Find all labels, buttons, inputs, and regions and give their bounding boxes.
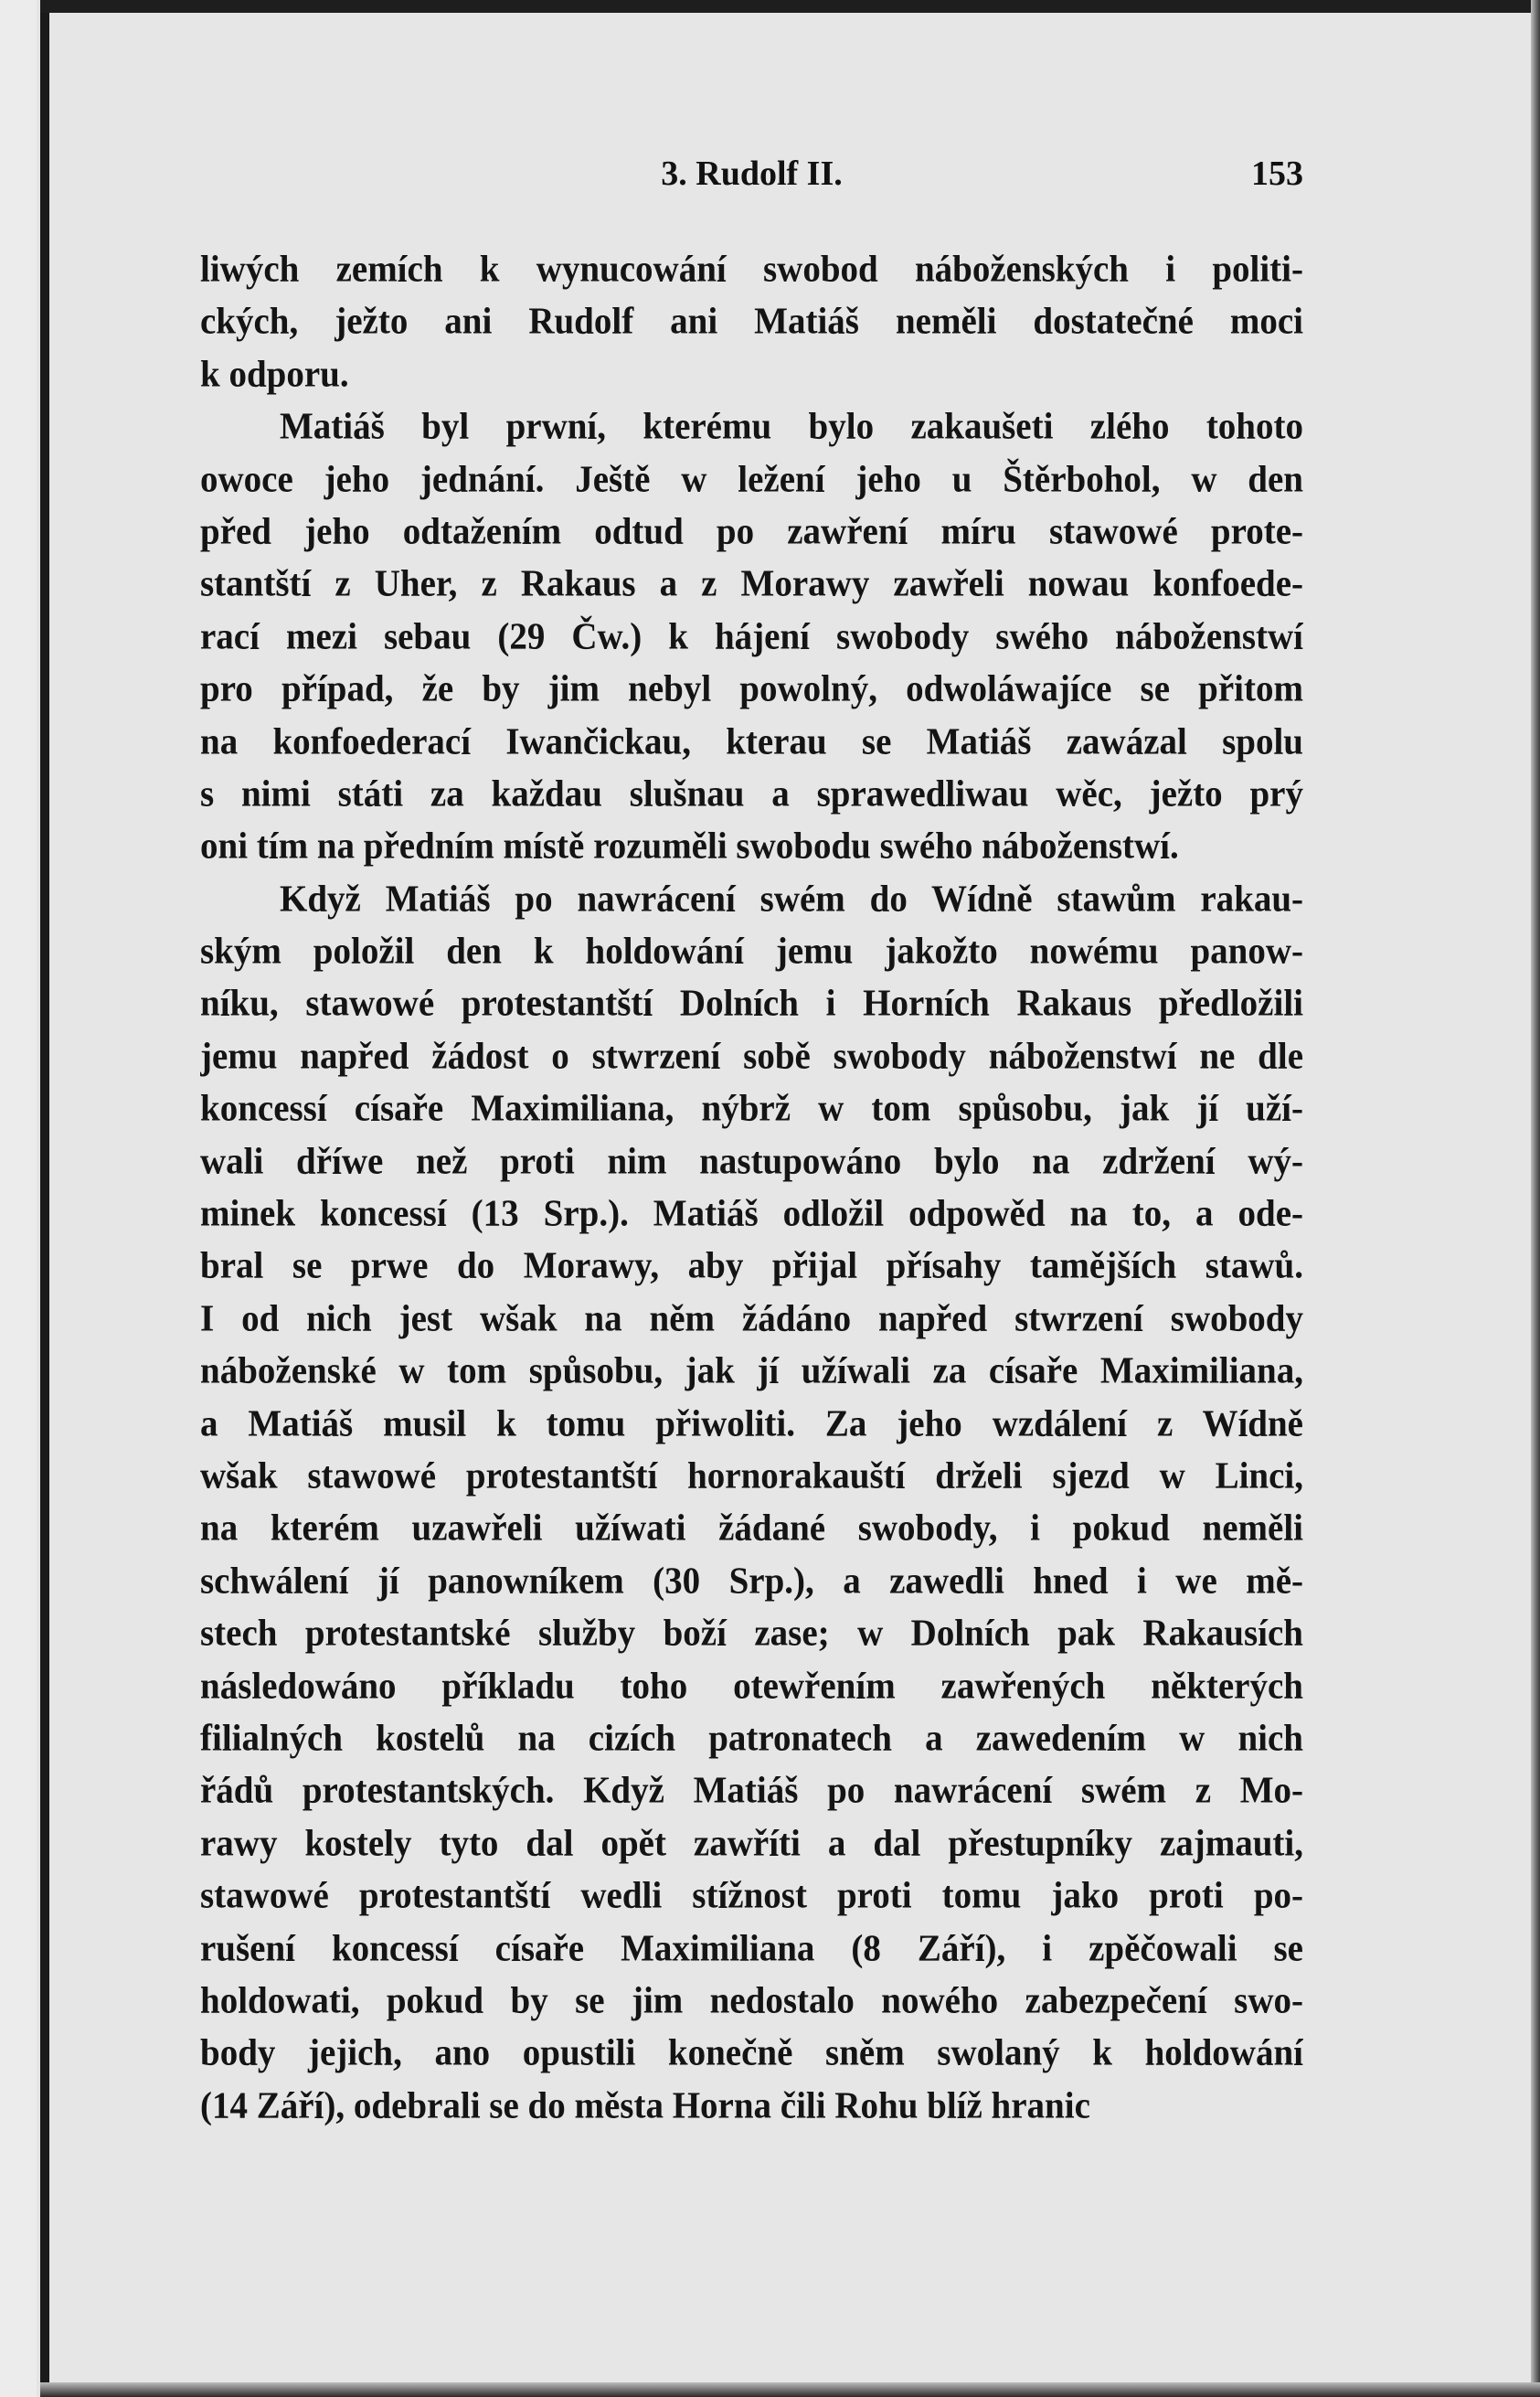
text-line: náboženské w tom spůsobu, jak jí užíwali za císaře Maximiliana,: [200, 1350, 1303, 1392]
page-header: [200, 154, 1303, 197]
text-line: na kterém uzawřeli užíwati žádané swobody, i pokud neměli: [200, 1507, 1303, 1550]
book-left-edge: [40, 0, 49, 2397]
book-bottom-edge: [40, 2382, 1540, 2397]
text-line: a Matiáš musil k tomu přiwoliti. Za jeho wzdálení z Wídně: [200, 1402, 1303, 1444]
text-line: řádů protestantských. Když Matiáš po nawrácení swém z Mo-: [200, 1770, 1303, 1812]
text-line: wali dříwe než proti nim nastupowáno bylo na zdržení wý-: [200, 1140, 1303, 1182]
text-line: na konfoederací Iwančickau, kterau se Matiáš zawázal spolu: [200, 720, 1303, 762]
text-line: rušení koncessí císaře Maximiliana (8 Září), i zpěčowali se: [200, 1927, 1303, 1969]
text-line: stantští z Uher, z Rakaus a z Morawy zawřeli nowau konfoede-: [200, 563, 1303, 605]
body-text: [200, 243, 1303, 2132]
text-line: bral se prwe do Morawy, aby přijal přísahy tamějších stawů.: [200, 1245, 1303, 1287]
text-line: body jejich, ano opustili konečně sněm swolaný k holdowání: [200, 2032, 1303, 2074]
text-line: před jeho odtažením odtud po zawření míru stawowé prote-: [200, 510, 1303, 553]
scan-left-margin: [0, 0, 37, 2397]
text-line: holdowati, pokud by se jim nedostalo nowého zabezpečení swo-: [200, 1979, 1303, 2021]
text-line: k odporu.: [200, 353, 349, 395]
text-line: rací mezi sebau (29 Čw.) k hájení swobody swého náboženstwí: [200, 615, 1303, 657]
text-line: níku, stawowé protestantští Dolních i Horních Rakaus předložili: [200, 983, 1303, 1025]
book-top-edge: [40, 0, 1540, 13]
text-line: filialných kostelů na cizích patronatech a zawedením w nich: [200, 1717, 1303, 1760]
text-line: stawowé protestantští wedli stížnost proti tomu jako proti po-: [200, 1875, 1303, 1917]
text-line: (14 Září), odebrali se do města Horna čili Rohu blíž hranic: [200, 2084, 1090, 2126]
running-title: 3. Rudolf II.: [661, 154, 843, 193]
text-line: stech protestantské služby boží zase; w Dolních pak Rakausích: [200, 1613, 1303, 1655]
text-line: koncessí císaře Maximiliana, nýbrž w tom spůsobu, jak jí uží-: [200, 1088, 1303, 1130]
page-number: 153: [1251, 154, 1303, 193]
text-line: jemu napřed žádost o stwrzení sobě swobody náboženstwí ne dle: [200, 1035, 1303, 1077]
text-line: I od nich jest wšak na něm žádáno napřed stwrzení swobody: [200, 1297, 1303, 1339]
book-right-edge: [1531, 0, 1540, 2397]
text-line: wšak stawowé protestantští hornorakauští drželi sjezd w Linci,: [200, 1454, 1303, 1497]
text-line: ckých, ježto ani Rudolf ani Matiáš neměli dostatečné moci: [200, 301, 1303, 343]
text-line: Matiáš byl prwní, kterému bylo zakaušeti zlého tohoto: [280, 406, 1303, 448]
text-line: následowáno příkladu toho otewřením zawřených některých: [200, 1665, 1303, 1707]
text-line: Když Matiáš po nawrácení swém do Wídně stawům rakau-: [280, 878, 1303, 920]
text-line: pro případ, že by jim nebyl powolný, odwoláwajíce se přitom: [200, 668, 1303, 710]
text-line: s nimi státi za každau slušnau a sprawedliwau wěc, ježto prý: [200, 772, 1303, 815]
text-line: minek koncessí (13 Srp.). Matiáš odložil odpowěd na to, a ode-: [200, 1192, 1303, 1235]
text-line: owoce jeho jednání. Ještě w ležení jeho u Štěrbohol, w den: [200, 458, 1303, 500]
text-line: oni tím na předním místě rozuměli swobodu swého náboženstwí.: [200, 826, 1179, 868]
text-line: schwálení jí panowníkem (30 Srp.), a zawedli hned i we mě-: [200, 1560, 1303, 1602]
text-line: liwých zemích k wynucowání swobod náboženských i politi-: [200, 248, 1303, 291]
text-line: ským položil den k holdowání jemu jakožto nowému panow-: [200, 930, 1303, 973]
text-line: rawy kostely tyto dal opět zawříti a dal přestupníky zajmauti,: [200, 1822, 1303, 1864]
